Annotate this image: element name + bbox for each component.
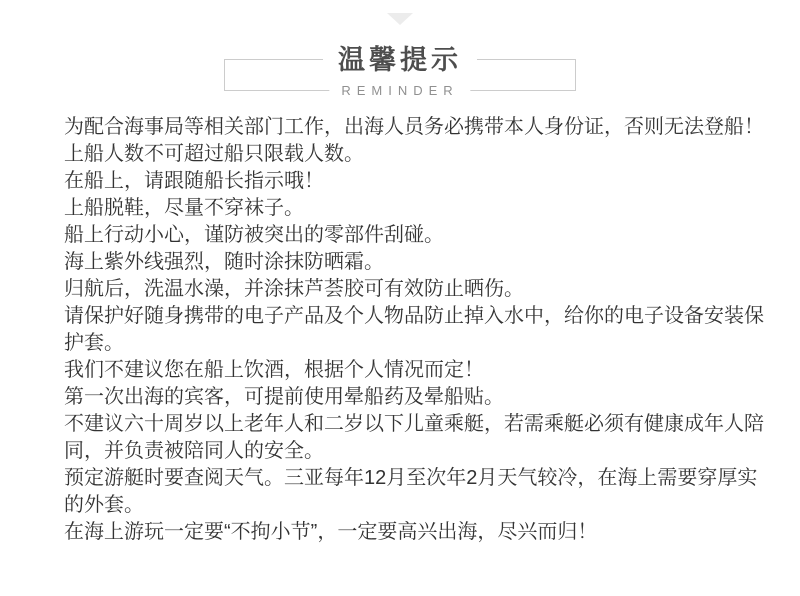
diamond-bullet-icon — [38, 114, 64, 141]
tip-text: 上船脱鞋，尽量不穿袜子。 — [64, 197, 304, 219]
diamond-bullet-icon — [38, 276, 64, 303]
diamond-bullet-icon — [38, 465, 64, 492]
tip-text: 在船上，请跟随船长指示哦！ — [64, 170, 324, 192]
page-root — [0, 13, 800, 546]
tip-item — [38, 195, 770, 222]
tip-item — [38, 222, 770, 249]
diamond-bullet-icon — [38, 303, 64, 330]
tip-item — [38, 519, 770, 546]
tip-item — [38, 141, 770, 168]
diamond-bullet-icon — [38, 249, 64, 276]
tip-text: 请保护好随身携带的电子产品及个人物品防止掉入水中，给你的电子设备安装保护套。 — [64, 305, 764, 354]
tip-item — [38, 384, 770, 411]
diamond-bullet-icon — [38, 519, 64, 546]
tip-text: 在海上游玩一定要“不拘小节”，一定要高兴出海，尽兴而归！ — [64, 521, 598, 543]
tips-list — [38, 114, 770, 546]
tip-text: 预定游艇时要查阅天气。三亚每年12月至次年2月天气较冷，在海上需要穿厚实的外套。 — [64, 467, 758, 516]
page-subtitle: REMINDER — [329, 82, 470, 99]
tip-item — [38, 249, 770, 276]
diamond-bullet-icon — [38, 357, 64, 384]
diamond-bullet-icon — [38, 141, 64, 168]
tip-text: 上船人数不可超过船只限载人数。 — [64, 143, 364, 165]
header-box — [224, 45, 576, 98]
tip-item — [38, 276, 770, 303]
tip-item — [38, 357, 770, 384]
tip-text: 不建议六十周岁以上老年人和二岁以下儿童乘艇，若需乘艇必须有健康成年人陪同，并负责被陪同人的安全。 — [64, 413, 764, 462]
diamond-bullet-icon — [38, 384, 64, 411]
tip-item — [38, 303, 770, 357]
tip-text: 船上行动小心，谨防被突出的零部件刮碰。 — [64, 224, 444, 246]
tip-item — [38, 114, 770, 141]
diamond-bullet-icon — [38, 195, 64, 222]
diamond-bullet-icon — [38, 411, 64, 438]
tip-text: 海上紫外线强烈，随时涂抹防晒霜。 — [64, 251, 384, 273]
tip-text: 我们不建议您在船上饮酒，根据个人情况而定！ — [64, 359, 484, 381]
tip-item — [38, 411, 770, 465]
page-title: 温馨提示 — [323, 45, 477, 75]
diamond-bullet-icon — [38, 222, 64, 249]
tip-item — [38, 465, 770, 519]
diamond-bullet-icon — [38, 168, 64, 195]
tip-text: 第一次出海的宾客，可提前使用晕船药及晕船贴。 — [64, 386, 504, 408]
tip-item — [38, 168, 770, 195]
tip-text: 为配合海事局等相关部门工作，出海人员务必携带本人身份证，否则无法登船！ — [64, 116, 764, 138]
triangle-down-icon — [387, 13, 413, 25]
tip-text: 归航后，洗温水澡，并涂抹芦荟胶可有效防止晒伤。 — [64, 278, 524, 300]
